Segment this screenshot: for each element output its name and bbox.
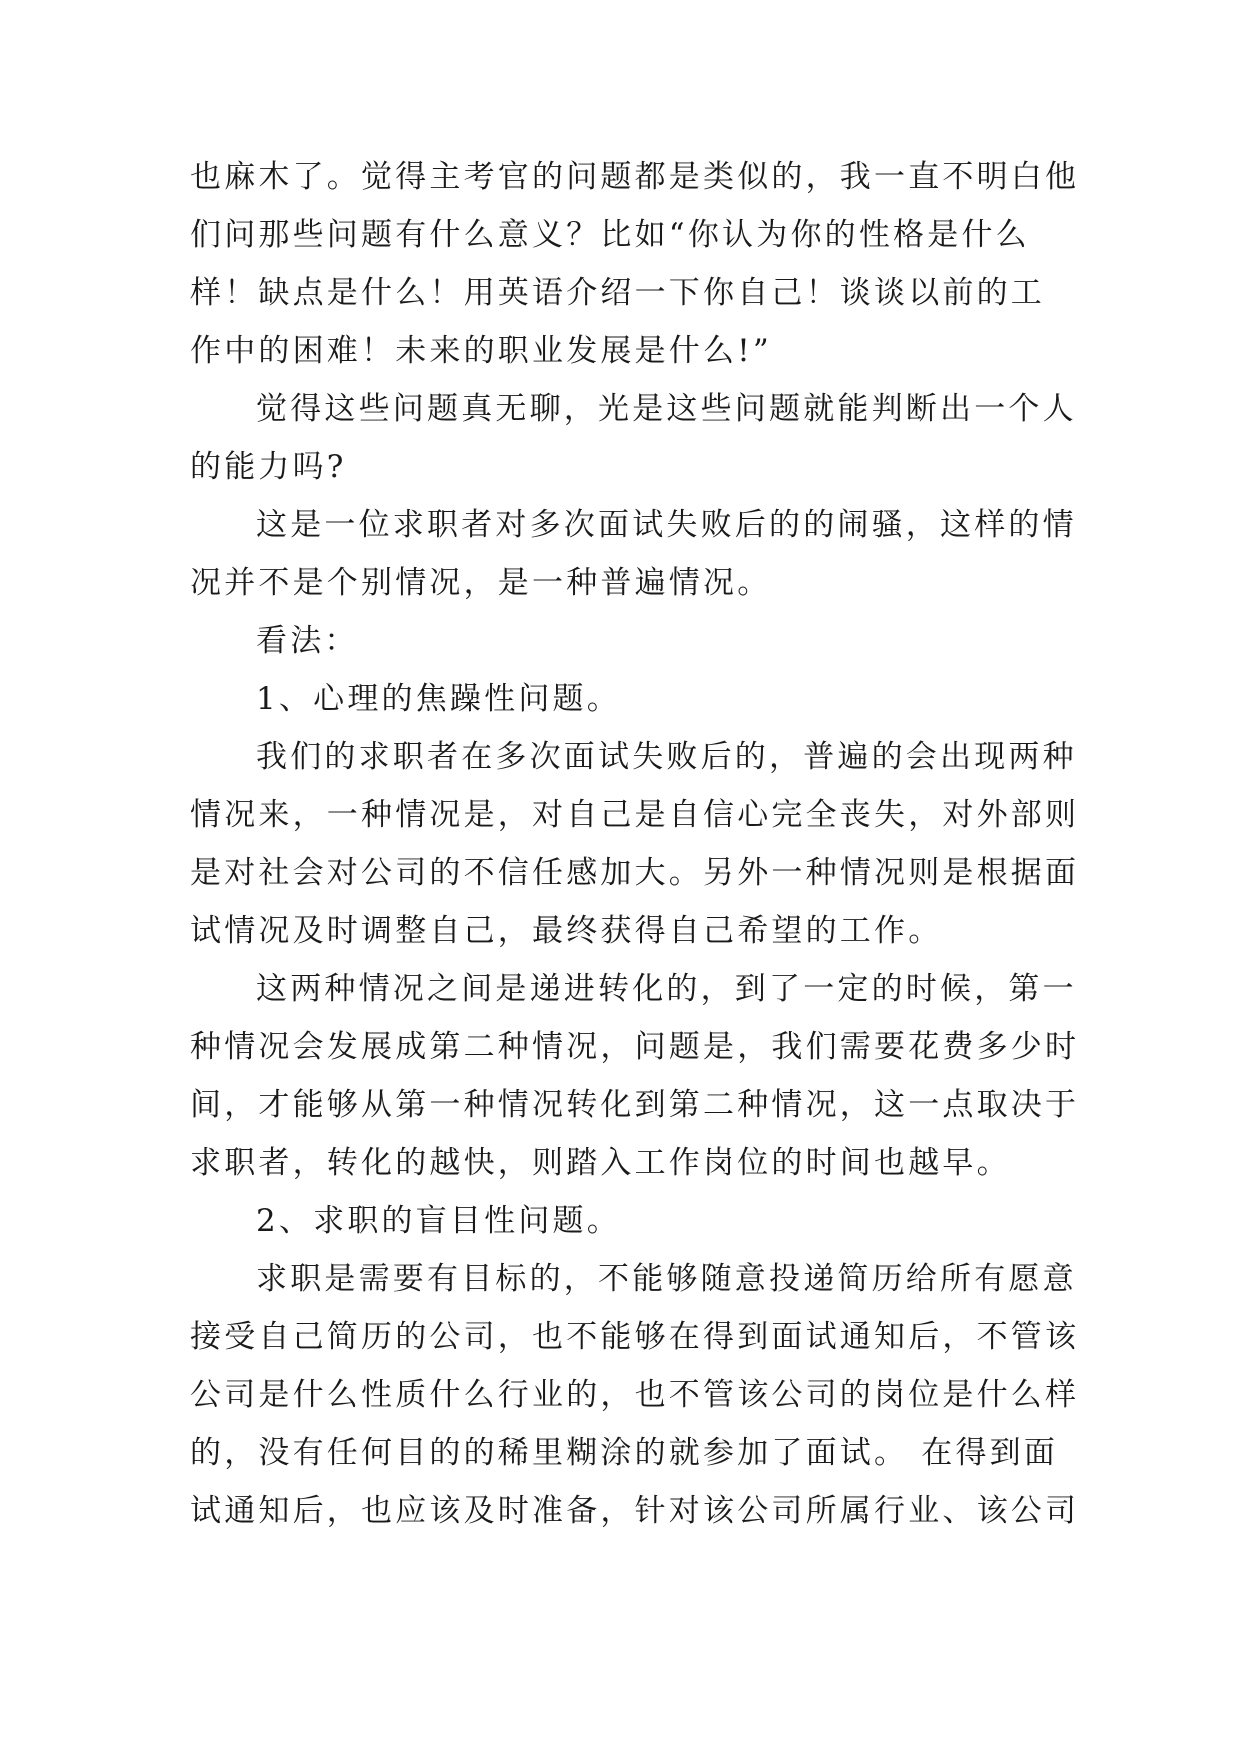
text-line: 间，才能够从第一种情况转化到第二种情况，这一点取决于 xyxy=(190,1087,1080,1123)
text-line: 接受自己简历的公司，也不能够在得到面试通知后，不管该 xyxy=(190,1319,1080,1355)
text-line: 况并不是个别情况，是一种普遍情况。 xyxy=(190,565,772,601)
text-line: 试通知后，也应该及时准备，针对该公司所属行业、该公司 xyxy=(190,1493,1080,1529)
text-line: 求职者，转化的越快，则踏入工作岗位的时间也越早。 xyxy=(190,1145,1011,1181)
text-line: 求职是需要有目标的，不能够随意投递简历给所有愿意 xyxy=(256,1261,1077,1297)
section-heading: 2、求职的盲目性问题。 xyxy=(256,1203,621,1239)
section-heading: 1、心理的焦躁性问题。 xyxy=(256,681,621,717)
text-line: 种情况会发展成第二种情况，问题是，我们需要花费多少时 xyxy=(190,1029,1080,1065)
text-line: 也麻木了。觉得主考官的问题都是类似的，我一直不明白他 xyxy=(190,159,1080,195)
text-line: 这两种情况之间是递进转化的，到了一定的时候，第一 xyxy=(256,971,1077,1007)
text-line: 的能力吗? xyxy=(190,449,347,485)
text-line: 我们的求职者在多次面试失败后的，普遍的会出现两种 xyxy=(256,739,1077,775)
text-line: 们问那些问题有什么意义？比如“你认为你的性格是什么 xyxy=(190,217,1030,253)
text-line: 情况来，一种情况是，对自己是自信心完全丧失，对外部则 xyxy=(190,797,1080,833)
text-line: 试情况及时调整自己，最终获得自己希望的工作。 xyxy=(190,913,943,949)
text-line: 的，没有任何目的的稀里糊涂的就参加了面试。 在得到面 xyxy=(190,1435,1059,1471)
text-line: 觉得这些问题真无聊，光是这些问题就能判断出一个人 xyxy=(256,391,1077,427)
text-line: 是对社会对公司的不信任感加大。另外一种情况则是根据面 xyxy=(190,855,1080,891)
text-line: 作中的困难！未来的职业发展是什么!” xyxy=(190,333,772,369)
section-label: 看法： xyxy=(256,623,359,659)
text-line: 公司是什么性质什么行业的，也不管该公司的岗位是什么样 xyxy=(190,1377,1080,1413)
text-line: 这是一位求职者对多次面试失败后的的闹骚，这样的情 xyxy=(256,507,1077,543)
text-line: 样！缺点是什么！用英语介绍一下你自己！谈谈以前的工 xyxy=(190,275,1045,311)
body-text xyxy=(190,148,1080,1540)
